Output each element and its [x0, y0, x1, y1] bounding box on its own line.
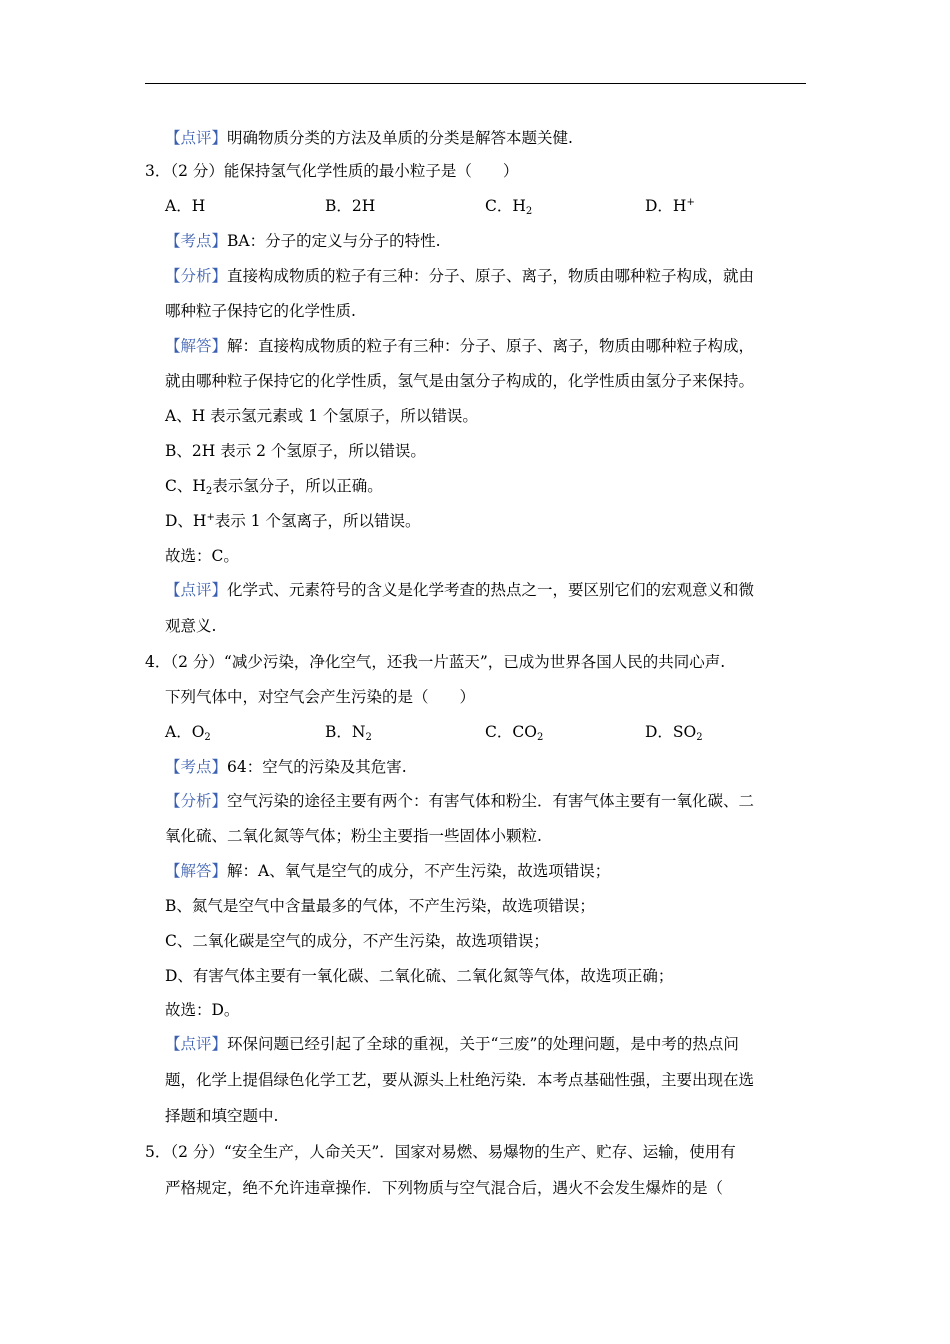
q4-stem-1: 4．（2 分）“减少污染，净化空气，还我一片蓝天”，已成为世界各国人民的共同心声. [145, 653, 726, 671]
q4-options [165, 722, 805, 742]
q3-options [165, 196, 805, 216]
fenxi-text: 直接构成物质的粒子有三种：分子、原子、离子，物质由哪种粒子构成，就由 [227, 267, 755, 285]
q3-dianping-1: 【点评】化学式、元素符号的含义是化学考查的热点之一，要区别它们的宏观意义和微 [165, 581, 755, 599]
q4-dianping-2: 题，化学上提倡绿色化学工艺，要从源头上杜绝污染．本考点基础性强，主要出现在选 [165, 1071, 755, 1089]
q2-comment-line [165, 128, 573, 148]
option-d: D．H+ [645, 197, 695, 215]
q4-dianping-3: 择题和填空题中. [165, 1107, 279, 1125]
q4-fenxi-2: 氧化硫、二氧化氮等气体；粉尘主要指一些固体小颗粒. [165, 827, 542, 845]
q5-stem-2: 严格规定，绝不允许违章操作．下列物质与空气混合后，遇火不会发生爆炸的是（ [165, 1179, 724, 1197]
kaodian-tag: 【考点】 [165, 232, 228, 250]
option-d: D．$SO_2$ [645, 723, 703, 743]
dianping-tag: 【点评】 [165, 581, 228, 599]
header-rule [145, 83, 806, 84]
q4-dianping-1: 【点评】环保问题已经引起了全球的重视，关于“三废”的处理问题，是中考的热点问 [165, 1035, 739, 1053]
q3-line-d: D、H+表示 1 个氢离子，所以错误。 [165, 512, 421, 530]
q4-jieda-1: 【解答】解：A、氧气是空气的成分，不产生污染，故选项错误； [165, 862, 611, 880]
q5-stem-1: 5．（2 分）“安全生产，人命关天”．国家对易燃、易爆物的生产、贮存、运输，使用有 [145, 1143, 736, 1161]
q4-fenxi-1: 【分析】空气污染的途径主要有两个：有害气体和粉尘．有害气体主要有一氧化碳、二 [165, 792, 755, 810]
option-a: A．$O_2$ [165, 723, 211, 743]
option-a: A．H [165, 197, 206, 215]
q3-line-b: B、2H 表示 2 个氢原子，所以错误。 [165, 442, 426, 460]
q3-stem [145, 161, 518, 181]
comment-tag: 【点评】 [165, 129, 228, 147]
q3-jieda-1 [165, 336, 754, 356]
q4-answer: 故选：D。 [165, 1001, 240, 1019]
question-number: 4． [145, 653, 171, 671]
option-b: B．2H [325, 197, 376, 215]
q4-line-d: D、有害气体主要有一氧化碳、二氧化硫、二氧化氮等气体，故选项正确； [165, 967, 674, 985]
jieda-tag: 【解答】 [165, 337, 228, 355]
q3-line-c: C、$H_2$表示氢分子，所以正确。 [165, 477, 383, 497]
q3-kaodian [165, 231, 441, 251]
option-c: C．$H_2$ [485, 197, 533, 217]
q3-fenxi-1 [165, 266, 754, 286]
q4-stem-2: 下列气体中，对空气会产生污染的是（ ） [165, 688, 476, 706]
kaodian-text: BA：分子的定义与分子的特性. [227, 232, 441, 250]
question-stem: （2 分）能保持氢气化学性质的最小粒子是（ ） [170, 162, 519, 180]
option-c: C．$CO_2$ [485, 723, 544, 743]
comment-text: 明确物质分类的方法及单质的分类是解答本题关健. [227, 129, 573, 147]
q3-line-a: A、H 表示氢元素或 1 个氢原子，所以错误。 [165, 407, 478, 425]
jieda-text: 解：直接构成物质的粒子有三种：分子、原子、离子，物质由哪种粒子构成， [227, 337, 755, 355]
q4-line-c: C、二氧化碳是空气的成分，不产生污染，故选项错误； [165, 932, 549, 950]
option-b: B．$N_2$ [325, 723, 372, 743]
fenxi-tag: 【分析】 [165, 267, 228, 285]
question-number: 3． [145, 162, 171, 180]
q3-answer: 故选：C。 [165, 547, 239, 565]
q3-jieda-2: 就由哪种粒子保持它的化学性质，氢气是由氢分子构成的，化学性质由氢分子来保持。 [165, 372, 755, 390]
q4-kaodian: 【考点】64：空气的污染及其危害. [165, 758, 407, 776]
question-number: 5． [145, 1143, 171, 1161]
q3-dianping-2: 观意义. [165, 617, 217, 635]
q4-line-b: B、氮气是空气中含量最多的气体，不产生污染，故选项错误； [165, 897, 595, 915]
q3-fenxi-2: 哪种粒子保持它的化学性质. [165, 302, 356, 320]
